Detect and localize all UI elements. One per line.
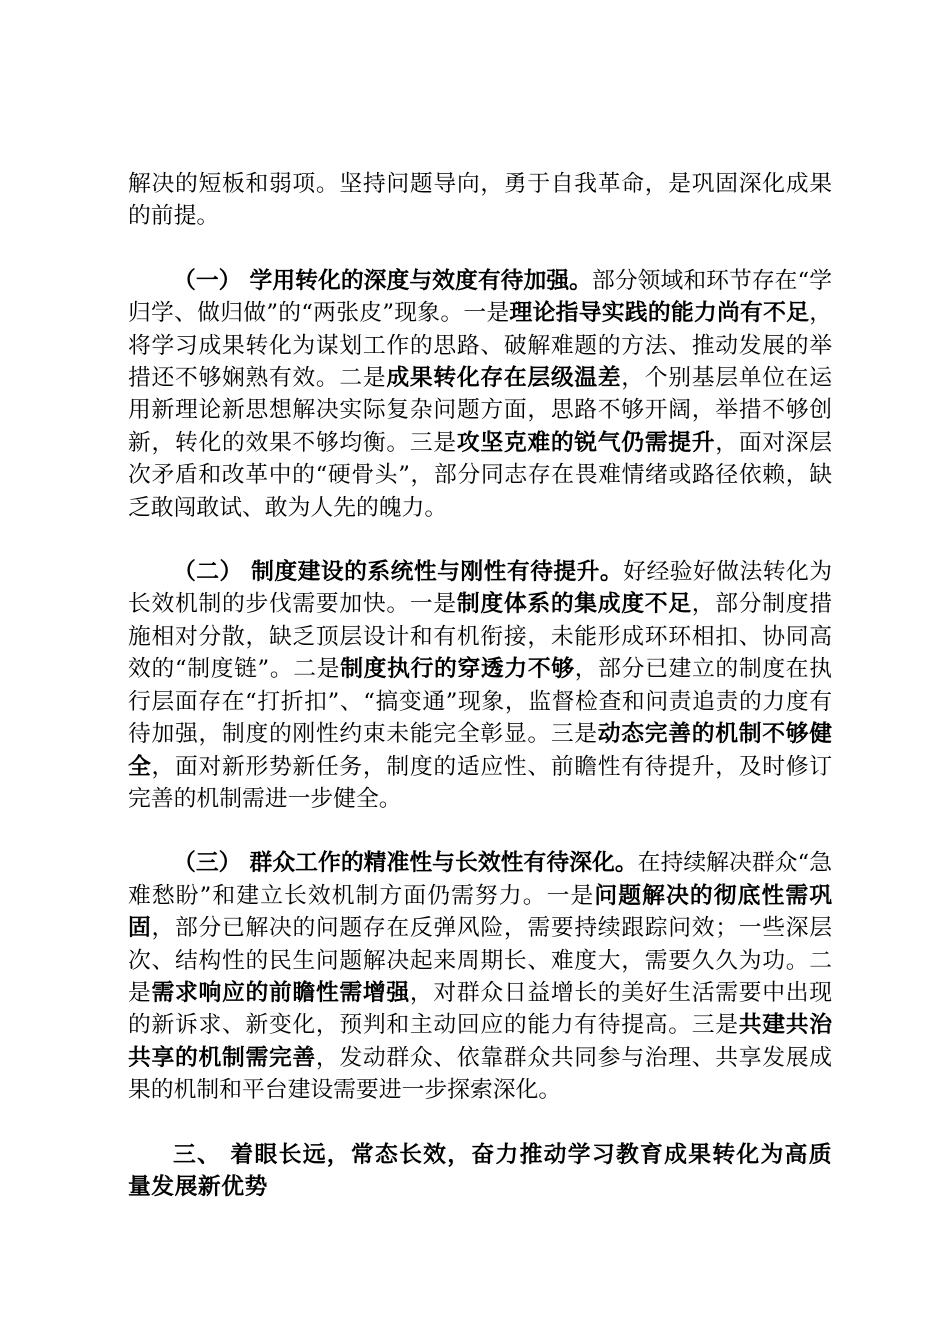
- section-3-point-2: 需求响应的前瞻性需增强: [151, 979, 410, 1006]
- section-3-point-3: 共建共治共享的机制需完善: [128, 1012, 833, 1071]
- section-2-text-3: ，面对新形势新任务，制度的适应性、前瞻性有待提升，及时修订完善的机制需进一步健全。: [128, 753, 833, 812]
- section-1-text-3: ，面对深层次矛盾和改革中的“硬骨头”，部分同志存在畏难情绪或路径依赖，缺乏敢闯敢试、敢为人先的魄力。: [128, 429, 833, 521]
- section-2-text-1: ，部分制度措施相对分散，缺乏顶层设计和有机衔接，未能形成环环相扣、协同高效的“制度链”。二是: [128, 591, 833, 683]
- section-2-title: （二） 制度建设的系统性与刚性有待提升。: [173, 559, 624, 586]
- section-1-text-2: ，个别基层单位在运用新理论新思想解决实际复杂问题方面，思路不够开阔，举措不够创新，转化的效果不够均衡。三是: [128, 365, 833, 456]
- section-2-point-3: 动态完善的机制不够健全: [128, 721, 833, 780]
- section-1-point-2: 成果转化存在层级温差: [386, 365, 622, 392]
- section-3-text-2: ，对群众日益增长的美好生活需要中出现的新诉求、新变化，预判和主动回应的能力有待提高。三是: [128, 979, 833, 1039]
- part-3-heading: 三、 着眼长远，常态长效，奋力推动学习教育成果转化为高质量发展新优势: [128, 1141, 832, 1200]
- section-2-paragraph: [128, 556, 832, 815]
- section-2-lead: 好经验好做法转化为长效机制的步伐需要加快。一是: [128, 559, 833, 618]
- document-page: [128, 168, 832, 1203]
- section-1-title: （一） 学用转化的深度与效度有待加强。: [173, 267, 592, 294]
- section-3-title: （三） 群众工作的精准性与长效性有待深化。: [173, 850, 638, 877]
- section-1-lead: 部分领域和环节存在“学归学、做归做”的“两张皮”现象。一是: [128, 267, 833, 327]
- section-3-lead: 在持续解决群众“急难愁盼”和建立长效机制方面仍需努力。一是: [128, 850, 833, 909]
- intro-paragraph: 解决的短板和弱项。坚持问题导向，勇于自我革命，是巩固深化成果的前提。: [128, 171, 832, 230]
- section-3-text-1: ，部分已解决的问题存在反弹风险，需要持续跟踪问效；一些深层次、结构性的民生问题解决起来周期长、难度大，需要久久为功。二是: [128, 915, 833, 1006]
- section-3-paragraph: [128, 847, 832, 1106]
- section-3-text-3: ，发动群众、依靠群众共同参与治理、共享发展成果的机制和平台建设需要进一步探索深化。: [128, 1044, 833, 1104]
- section-1-point-3: 攻坚克难的锐气仍需提升: [456, 429, 716, 456]
- section-2-point-1: 制度体系的集成度不足: [456, 591, 692, 618]
- section-2-text-2: ，部分已建立的制度在执行层面存在“打折扣”、“搞变通”现象，监督检查和问责追责的力度有待加强，制度的刚性约束未能完全彰显。三是: [128, 656, 833, 748]
- section-1-paragraph: [128, 265, 832, 524]
- section-3-point-1: 问题解决的彻底性需巩固: [128, 882, 833, 942]
- section-1-text-1: ，将学习成果转化为谋划工作的思路、破解难题的方法、推动发展的举措还不够娴熟有效。二是: [128, 300, 833, 392]
- section-2-point-2: 制度执行的穿透力不够: [340, 656, 575, 683]
- section-1-point-1: 理论指导实践的能力尚有不足: [509, 300, 810, 327]
